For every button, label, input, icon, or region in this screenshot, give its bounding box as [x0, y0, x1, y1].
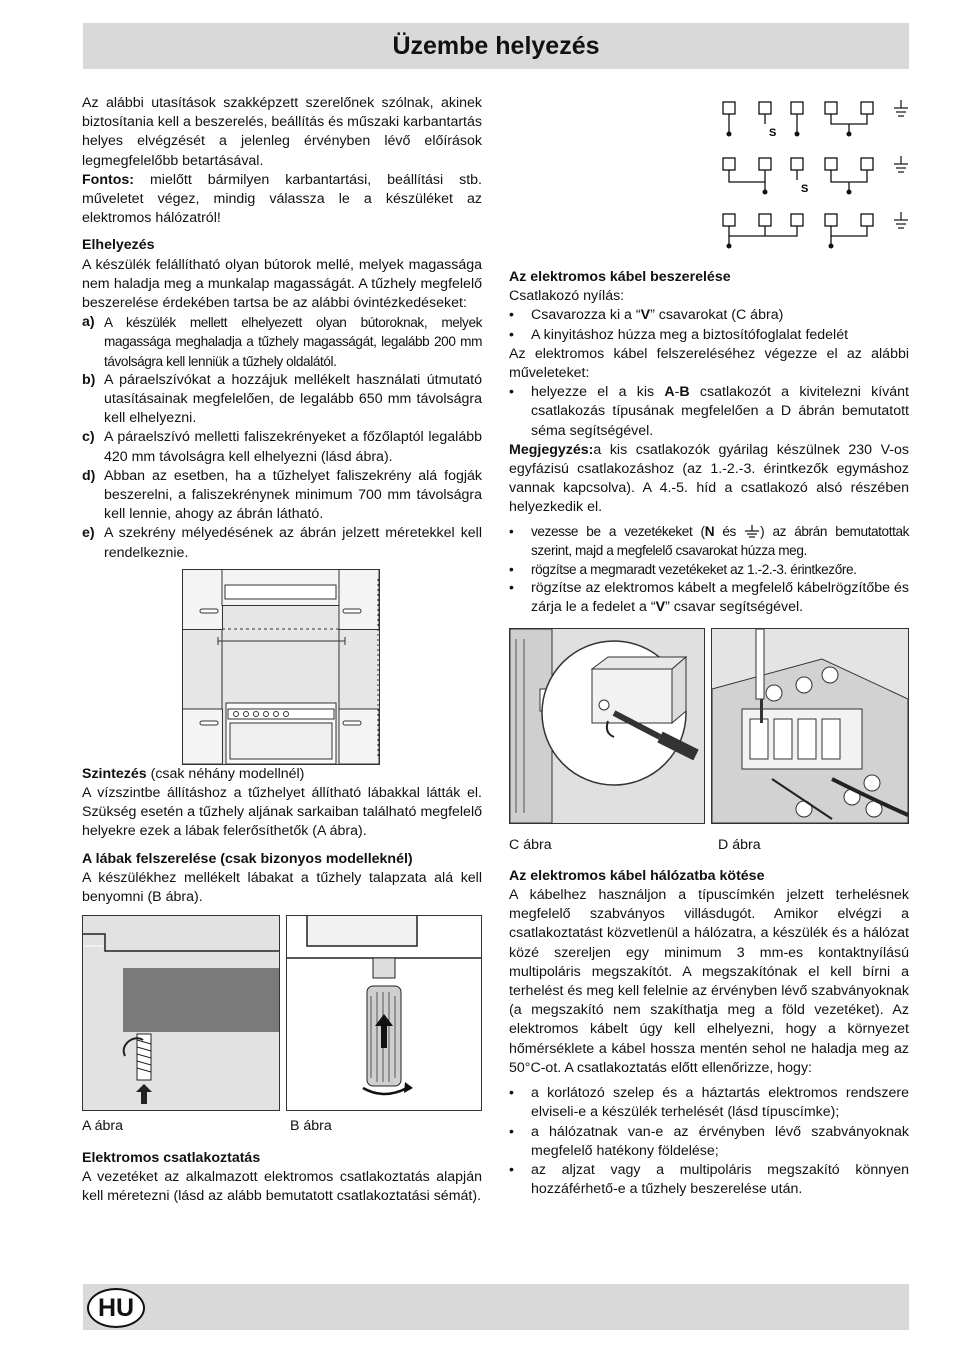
figure-a — [82, 915, 280, 1111]
bullet-item: • Csavarozza ki a “V” csavarokat (C ábra) — [509, 307, 784, 324]
note-text: a kis csatlakozók gyárilag készülnek 230 V-os egyfázisú csatlakozáshoz (az 1.-2.-3. érintkezők egymáshoz vannak kapcsolva). A 4.-5. híd a csatlakozó alsó részében helyezkedik el. — [509, 441, 909, 516]
item-label: c) — [82, 429, 95, 446]
bullet-text: csatlakozót a kivitelezni kívánt csatlakozás típusának megfelelően a D ábrán bemutatott séma segítségével. — [531, 384, 909, 439]
figure-d — [711, 628, 909, 824]
electrical-heading: Elektromos csatlakoztatás — [82, 1149, 261, 1166]
bullet-text: az aljzat vagy a multipoláris megszakító könnyen hozzáférhető-e a tűzhely beszerelése után. — [531, 1161, 909, 1198]
leveling-heading-note: (csak néhány modellnél) — [146, 765, 305, 782]
bullet-item: • a hálózatnak van-e az érvényben lévő szabványoknak megfelelő hatékony földelése; — [509, 1123, 909, 1161]
item-label: d) — [82, 467, 96, 484]
bullet-text: rögzítse a megmaradt vezetékeket az 1.-2.-3. érintkezőre. — [531, 562, 857, 578]
bullet-bold: N — [704, 523, 715, 539]
bullet-text: rögzítse az elektromos kábelt a megfelelő kábelrögzítőbe és zárja le a fedelet a “ — [531, 580, 909, 616]
caption-c: C ábra — [509, 836, 552, 853]
placement-item-c — [82, 428, 482, 466]
item-text: A készülék mellett elhelyezett olyan bútoroknak, melyek magassága meghaladja a tűzhely magasságát, legalább 200 mm távolságra kell lenniük a tűzhely oldalától. — [104, 315, 482, 369]
left-column — [82, 94, 482, 1206]
bullet-text: ” csavarokat (C ábra) — [650, 307, 784, 324]
network-text: A kábelhez használjon a típuscímkén jelzett terhelésnek megfelelő szabványos villásdugót. Amikor elvégzi a csatlakoztatást közvetlenül a hálózatra, a készülék és a hálózat közé szereljen egy minimum 3 mm-es kontaktnyílású multipoláris megszakítót. A megszakítónak el kell bírni a terhelést és meg kell felelnie az érvényben lévő szabványoknak (a megszakító nem szakíthatja meg a föld vezetéket). Az elektromos kábelt úgy kell elhelyezni, hogy a környezet hőmérséklete a kábel hossza mentén sehol ne haladja meg az 50°C-ot. A csatlakoztatás előtt ellenőrizze, hogy: — [509, 887, 909, 1076]
bullet-bold: B — [679, 384, 690, 401]
cable-install-subheading: Csatlakozó nyílás: — [509, 288, 625, 305]
placement-item-b — [82, 371, 482, 429]
network-heading: Az elektromos kábel hálózatba kötése — [509, 867, 765, 884]
connector-figures — [509, 628, 909, 826]
wiring-schematic-drawing — [709, 94, 911, 254]
bullet-text: ) az ábrán bemutatottak szerint, majd a megfelelő csavarokat húzza meg. — [531, 523, 910, 558]
item-text: A páraelszívókat a hozzájuk mellékelt használati útmutató utasításainak megfelelően, de legalább 650 mm távolságra kell elhelyezni. — [104, 371, 482, 427]
important-label: Fontos: — [82, 171, 135, 188]
s-label: S — [801, 183, 809, 195]
title-bar — [83, 23, 909, 69]
bullet-bold: V — [655, 599, 666, 616]
ground-icon — [744, 525, 760, 539]
placement-item-e — [82, 524, 482, 562]
bullet-text: Csavarozza ki a “ — [531, 307, 641, 324]
bullet-text: helyezze el a kis — [531, 384, 665, 401]
leveling-paragraph — [82, 765, 482, 784]
bullet-bold: V — [640, 307, 651, 324]
leveling-heading: Szintezés — [82, 765, 147, 782]
bullet-item: • rögzítse az elektromos kábelt a megfelelő kábelrögzítőbe és zárja le a fedelet a “V” csavar segítségével. — [509, 580, 909, 616]
caption-b: B ábra — [290, 1118, 332, 1135]
placement-item-a — [82, 313, 482, 371]
bullet-text: a korlátozó szelep és a háztartás elektromos rendszere elviseli-e a készülék terhelését (lásd típuscímke); — [531, 1085, 909, 1121]
bullet-item: • rögzítse a megmaradt vezetékeket az 1.-2.-3. érintkezőre. — [509, 560, 909, 579]
right-column — [509, 94, 909, 1199]
feet-text: A készülékhez mellékelt lábakat a tűzhely talapzata alá kell benyomni (B ábra). — [82, 869, 482, 906]
bullet-text: A kinyitáshoz húzza meg a biztosítófoglalat fedelét — [531, 326, 849, 343]
figure-d-drawing — [712, 629, 908, 823]
placement-text: A készülék felállítható olyan bútorok mellé, melyek magassága nem haladja meg a munkalap magasságát. A tűzhely megfelelő beszerelése érdekében tartsa be az alábbi óvintézkedéseket: — [82, 256, 482, 312]
electrical-text: A vezetéket az alkalmazott elektromos csatlakoztatás alapján kell méretezni (lásd az alább bemutatott csatlakoztatási sémát). — [82, 1168, 482, 1204]
item-label: b) — [82, 371, 96, 388]
cable-install-text2: Az elektromos kábel felszereléséhez végezze el az alábbi műveleteket: — [509, 345, 909, 382]
figure-c — [509, 628, 705, 824]
s-label: S — [769, 127, 777, 139]
cable-install-heading: Az elektromos kábel beszerelése — [509, 269, 731, 285]
figure-b — [286, 915, 482, 1111]
note-paragraph — [509, 441, 909, 518]
caption-a: A ábra — [82, 1118, 124, 1135]
item-label: a) — [82, 314, 95, 331]
figure-c-drawing — [510, 629, 704, 823]
ground-symbols — [894, 100, 908, 228]
figure-b-drawing — [287, 916, 481, 1110]
item-text: A szekrény mélyedésének az ábrán jelzett méretekkel kell rendelkeznie. — [104, 525, 482, 561]
page-title: Üzembe helyezés — [392, 32, 600, 60]
figure-a-drawing — [83, 916, 279, 1110]
connector-captions — [509, 836, 909, 855]
feet-figures — [82, 915, 482, 1111]
kitchen-installation-figure — [182, 569, 380, 765]
wiring-schematic — [709, 94, 911, 254]
bullet-text: a hálózatnak van-e az érvényben lévő szabványoknak megfelelő hatékony földelése; — [531, 1123, 909, 1159]
feet-captions — [82, 1117, 482, 1136]
kitchen-installation-drawing — [182, 569, 380, 765]
leveling-text: A vízszintbe állításhoz a tűzhelyet állítható lábakkal látták el. Szükség esetén a tűzhely aljának sarkaiban található megfelelő helyekre ezek a lábak felerősíthetők (A ábra). — [82, 785, 482, 840]
bullet-item: • helyezze el a kis A-B csatlakozót a kivitelezni kívánt csatlakozás típusának megfelelően a D ábrán bemutatott séma segítségével. — [509, 384, 909, 439]
feet-heading: A lábak felszerelése (csak bizonyos modelleknél) — [82, 850, 413, 867]
bullet-text: vezesse be a vezetékeket ( — [531, 523, 705, 539]
bullet-item: • az aljzat vagy a multipoláris megszakító könnyen hozzáférhető-e a tűzhely beszerelése után. — [509, 1161, 909, 1199]
bullet-item: • A kinyitáshoz húzza meg a biztosítófoglalat fedelét — [509, 326, 909, 345]
item-text: Abban az esetben, ha a tűzhelyet faliszekrény alá fogják beszerelni, a faliszekrénynek minimum 700 mm távolságra kell lennie, ahogy az ábrán látható. — [104, 467, 482, 523]
placement-heading: Elhelyezés — [82, 237, 155, 254]
note-label: Megjegyzés: — [509, 441, 594, 458]
country-badge: HU — [87, 1288, 145, 1328]
item-label: e) — [82, 525, 95, 542]
intro-paragraph: Az alábbi utasítások szakképzett szerelőnek szólnak, akinek biztosítania kell a beszerelés, beállítás és műszaki karbantartás helyes elvégzését a jelenleg érvényben lévő előírások legmegfelelőbb betartásával. — [82, 95, 482, 169]
important-text: mielőtt bármilyen karbantartási, beállítási stb. műveletet végez, mindig válassza le a készüléket az elektromos hálózatról! — [82, 171, 482, 227]
bullet-item: • a korlátozó szelep és a háztartás elektromos rendszere elviseli-e a készülék terhelését (lásd típuscímke); — [509, 1084, 909, 1122]
bullet-text: és — [714, 523, 745, 539]
bullet-item: • vezesse be a vezetékeket (N és ) az ábrán bemutatottak szerint, majd a megfelelő csavarokat húzza meg. — [509, 523, 910, 558]
placement-item-d — [82, 467, 482, 525]
bullet-text: - — [674, 384, 680, 401]
bullet-bold: A — [664, 384, 675, 401]
caption-d: D ábra — [718, 836, 761, 853]
item-text: A páraelszívó melletti faliszekrényeket a főzőlaptól legalább 420 mm távolságra kell elhelyezni (lásd ábra). — [104, 429, 482, 465]
bullet-text: ” csavar segítségével. — [665, 599, 804, 616]
footer-bar — [83, 1284, 909, 1330]
important-paragraph — [82, 171, 482, 229]
